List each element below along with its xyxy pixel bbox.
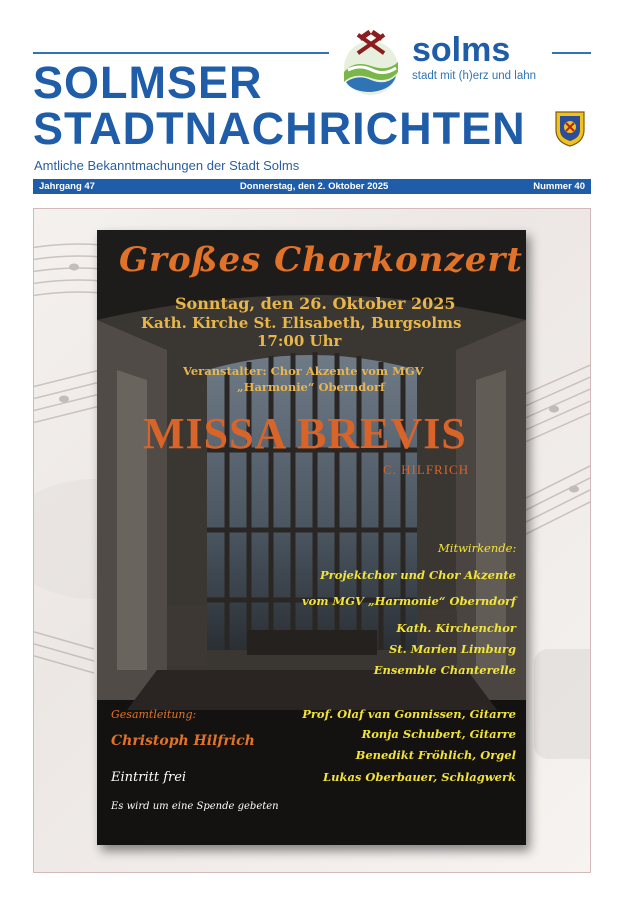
volume-label: Jahrgang 47 xyxy=(39,181,95,192)
soloist-4: Lukas Oberbauer, Schlagwerk xyxy=(323,770,516,784)
masthead-line-2: STADTNACHRICHTEN xyxy=(33,103,526,154)
issue-info-bar xyxy=(33,179,591,194)
participant-3: Kath. Kirchenchor xyxy=(396,621,516,635)
logo-tagline: stadt mit (h)erz und lahn xyxy=(412,70,537,82)
poster-title: Großes Chorkonzert xyxy=(119,240,523,280)
participant-2: vom MGV „Harmonie“ Oberndorf xyxy=(301,594,516,608)
participant-1: Projektchor und Chor Akzente xyxy=(320,568,516,582)
composer-name: C. HILFRICH xyxy=(383,462,470,477)
soloist-1: Prof. Olaf van Gonnissen, Gitarre xyxy=(302,707,516,721)
issue-number: Nummer 40 xyxy=(533,181,585,192)
concert-date: Sonntag, den 26. Oktober 2025 xyxy=(175,294,456,313)
concert-poster xyxy=(97,230,526,845)
concert-time: 17:00 Uhr xyxy=(257,332,342,350)
newspaper-subtitle: Amtliche Bekanntmachungen der Stadt Solms xyxy=(34,158,300,173)
logo-wordmark: solms xyxy=(412,31,511,69)
work-title: MISSA BREVIS xyxy=(143,409,467,458)
soloist-3: Benedikt Fröhlich, Orgel xyxy=(355,748,516,762)
participants-label: Mitwirkende: xyxy=(438,541,517,555)
masthead-line-1: SOLMSER xyxy=(33,57,263,108)
participant-4: St. Marien Limburg xyxy=(388,642,516,656)
concert-venue: Kath. Kirche St. Elisabeth, Burgsolms xyxy=(141,314,462,332)
issue-date: Donnerstag, den 2. Oktober 2025 xyxy=(239,181,389,192)
donation-text: Es wird um eine Spende gebeten xyxy=(111,801,279,812)
participant-5: Ensemble Chanterelle xyxy=(373,663,516,677)
leader-name: Christoph Hilfrich xyxy=(111,733,255,749)
admission-text: Eintritt frei xyxy=(111,770,187,785)
solms-logo-icon xyxy=(334,26,408,96)
header-rule-right xyxy=(552,52,591,54)
leader-label: Gesamtleitung: xyxy=(111,708,197,721)
soloist-2: Ronja Schubert, Gitarre xyxy=(361,727,516,741)
coat-of-arms-icon xyxy=(553,108,587,148)
organizer-line-2: „Harmonie“ Oberndorf xyxy=(237,380,386,394)
header-rule-left xyxy=(33,52,329,54)
organizer-line-1: Veranstalter: Chor Akzente vom MGV xyxy=(183,364,424,378)
